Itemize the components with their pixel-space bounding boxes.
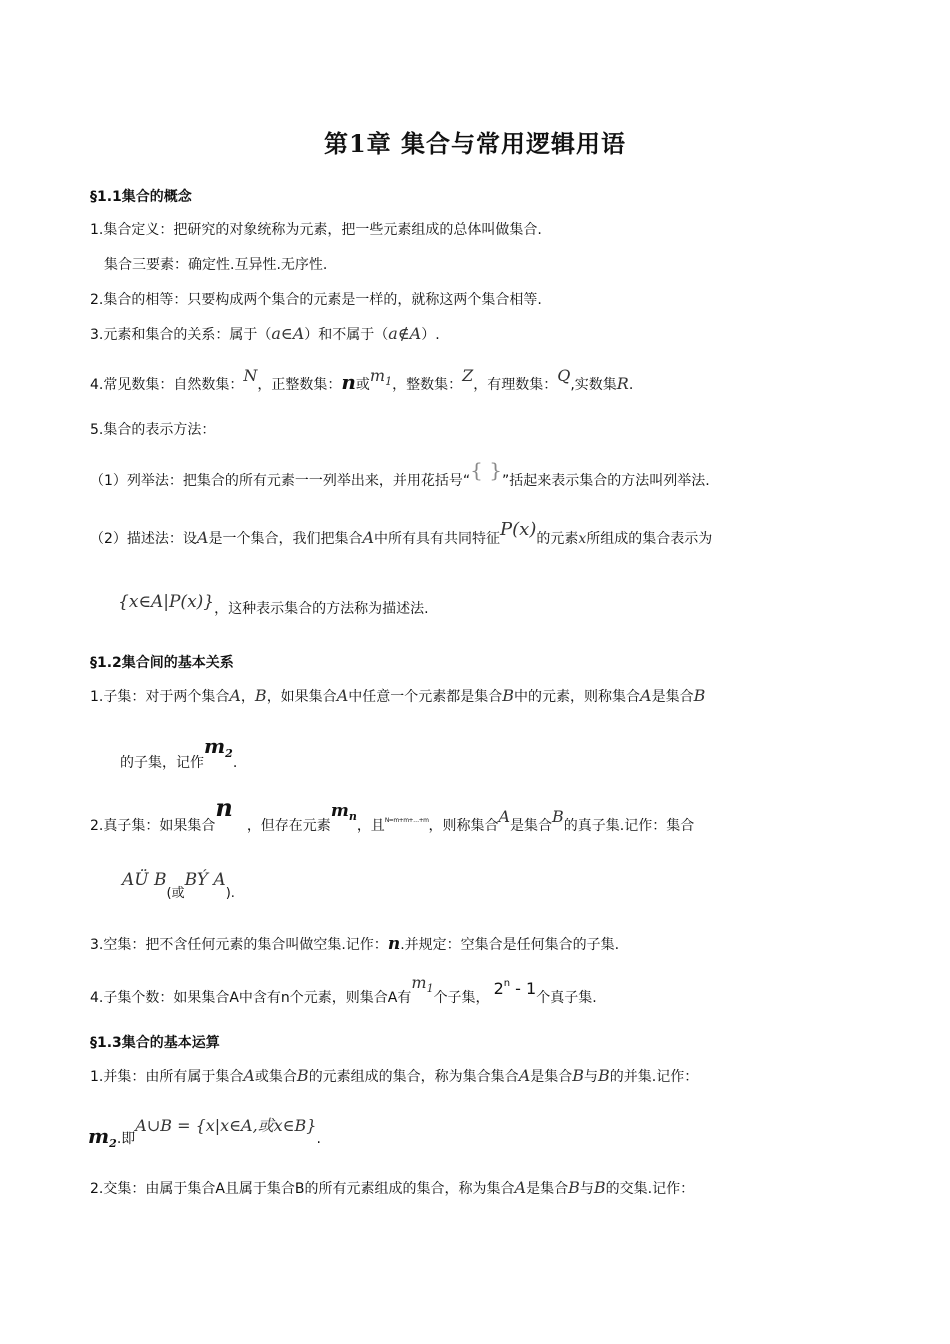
formula-A: A (518, 1066, 531, 1085)
formula-B: B (598, 1066, 610, 1085)
text: ，则称集合 (428, 818, 499, 834)
formula-B: B (296, 1066, 309, 1085)
formula-proper-superset: BÝ A (184, 870, 226, 890)
formula-x: x (578, 531, 587, 547)
text: 的元素组成的集合，称为集合集合 (308, 1069, 519, 1085)
text: 个真子集. (536, 990, 597, 1006)
section-heading-1-2: §1.2集合间的基本关系 (90, 655, 234, 671)
s11-line-5-3 (118, 592, 429, 619)
formula-n: n (215, 793, 233, 822)
text: 或集合 (254, 1069, 297, 1085)
text: ，正整数集： (257, 377, 342, 393)
formula-Px: P(x) (500, 519, 537, 540)
text: 中的元素，则称集合 (514, 689, 641, 705)
s13-line-1 (90, 1066, 698, 1087)
formula-m1: $m_1$ (369, 366, 393, 388)
text: ，这种表示集合的方法称为描述法. (214, 601, 429, 617)
formula-tiny: N=m+m+…+m (384, 817, 429, 824)
s13-line-1b (88, 1116, 321, 1154)
formula-n: n (341, 370, 356, 394)
s12-line-1 (90, 686, 705, 707)
text: 或 (355, 377, 370, 393)
text: 是集合 (526, 1181, 569, 1197)
s13-line-2 (90, 1178, 694, 1199)
s11-line-2: 2.集合的相等：只要构成两个集合的元素是一样的，就称这两个集合相等. (90, 292, 542, 308)
text: 个子集， (433, 990, 490, 1006)
formula-set-builder: {x∈A|P(x)} (118, 592, 215, 612)
text: ）和不属于（ (304, 327, 389, 343)
text: 所组成的集合表示为 (586, 531, 713, 547)
text: 1.子集：对于两个集合 (90, 689, 230, 705)
text: 的并集.记作： (609, 1069, 699, 1085)
text: . (316, 1131, 321, 1147)
formula-A: A (640, 686, 652, 705)
text: ， (240, 689, 255, 705)
text: .即 (116, 1131, 136, 1147)
s11-line-3 (90, 324, 440, 345)
s11-line-5-2 (90, 519, 713, 549)
formula-braces: { } (470, 458, 502, 482)
s12-line-2b (122, 870, 235, 901)
formula-union: A∪B = {x|x∈A,或x∈B} (135, 1116, 317, 1135)
text: 1.并集：由所有属于集合 (90, 1069, 244, 1085)
s12-line-3 (90, 934, 619, 955)
text: ，但存在元素 (246, 818, 331, 834)
text: 与 (584, 1069, 599, 1085)
formula-A: A (336, 686, 349, 705)
s11-line-4 (90, 366, 634, 400)
text: （1）列举法：把集合的所有元素一一列举出来，并用花括号“ (90, 473, 471, 489)
text: ，如果集合 (266, 689, 337, 705)
text: 4.常见数集：自然数集： (90, 377, 244, 393)
formula-a-in-A: a∈A (271, 324, 305, 343)
text: . (628, 377, 634, 393)
text: 与 (579, 1181, 594, 1197)
text: 的真子集.记作：集合 (563, 818, 695, 834)
formula-B: B (572, 1066, 585, 1085)
formula-B: B (552, 807, 564, 826)
formula-a-notin-A: a∉A (388, 324, 422, 343)
text: ，且 (356, 818, 385, 834)
section-heading-1-3: §1.3集合的基本运算 (90, 1035, 220, 1051)
formula-Q: Q (557, 366, 571, 385)
text: 的子集，记作 (120, 755, 204, 771)
text: ）. (421, 327, 440, 343)
formula-B: B (502, 686, 515, 705)
formula-proper-subset: AÜ B (122, 870, 167, 890)
s11-line-5: 5.集合的表示方法： (90, 422, 216, 438)
formula-m1: $m_1$ (411, 973, 434, 995)
s11-line-1: 1.集合定义：把研究的对象统称为元素，把一些元素组成的总体叫做集合. (90, 222, 542, 238)
text: 是集合 (651, 689, 694, 705)
section-heading-1-1: §1.1集合的概念 (90, 189, 192, 205)
text: 4.子集个数：如果集合A中含有n个元素，则集合A有 (90, 990, 412, 1006)
text: 是集合 (510, 818, 553, 834)
formula-Z: Z (462, 366, 474, 385)
text: 的交集.记作： (605, 1181, 695, 1197)
formula-m2: $m_2$ (88, 1124, 117, 1150)
s11-line-5-1 (90, 458, 710, 491)
formula-mn: $m_n$ (330, 801, 357, 823)
text: 是集合 (530, 1069, 573, 1085)
formula-B: B (593, 1178, 606, 1197)
formula-B: B (254, 686, 267, 705)
text: （2）描述法：设 (90, 531, 197, 547)
text: ,实数集 (570, 377, 617, 393)
text: 2.真子集：如果集合 (90, 818, 216, 834)
formula-2n-1: 2$^n$ - 1 (493, 978, 537, 998)
s11-line-1b: 集合三要素：确定性.互异性.无序性. (104, 257, 328, 273)
text: ，有理数集： (473, 377, 558, 393)
formula-A: A (196, 528, 209, 547)
formula-m2: $m_2$ (204, 734, 233, 760)
text: ”括起来表示集合的方法叫列举法. (501, 473, 710, 489)
s12-line-2 (90, 793, 695, 841)
text: 3.空集：把不含任何元素的集合叫做空集.记作： (90, 937, 388, 953)
formula-empty: n (387, 934, 401, 954)
s12-line-1b (120, 734, 238, 778)
formula-B: B (693, 686, 706, 705)
formula-A: A (243, 1066, 255, 1085)
formula-A: A (362, 528, 375, 547)
text: 3.元素和集合的关系：属于（ (90, 327, 272, 343)
text: .并规定：空集合是任何集合的子集. (400, 937, 620, 953)
text: 2.交集：由属于集合A且属于集合B的所有元素组成的集合，称为集合 (90, 1181, 515, 1197)
chapter-title: 第1章 集合与常用逻辑用语 (323, 129, 627, 158)
text: ，整数集： (392, 377, 463, 393)
formula-A: A (229, 686, 241, 705)
formula-N: N (243, 366, 258, 385)
text: 是一个集合，我们把集合 (208, 531, 363, 547)
text: (或 (166, 886, 185, 901)
formula-B: B (568, 1178, 580, 1197)
text: 的元素 (536, 531, 579, 547)
s12-line-4 (90, 973, 597, 1013)
text: . (232, 755, 238, 771)
text: ). (225, 886, 235, 901)
formula-A: A (498, 807, 511, 826)
text: 中所有具有共同特征 (374, 531, 501, 547)
text: 中任意一个元素都是集合 (348, 689, 503, 705)
formula-A: A (514, 1178, 527, 1197)
formula-R: R (616, 374, 629, 393)
